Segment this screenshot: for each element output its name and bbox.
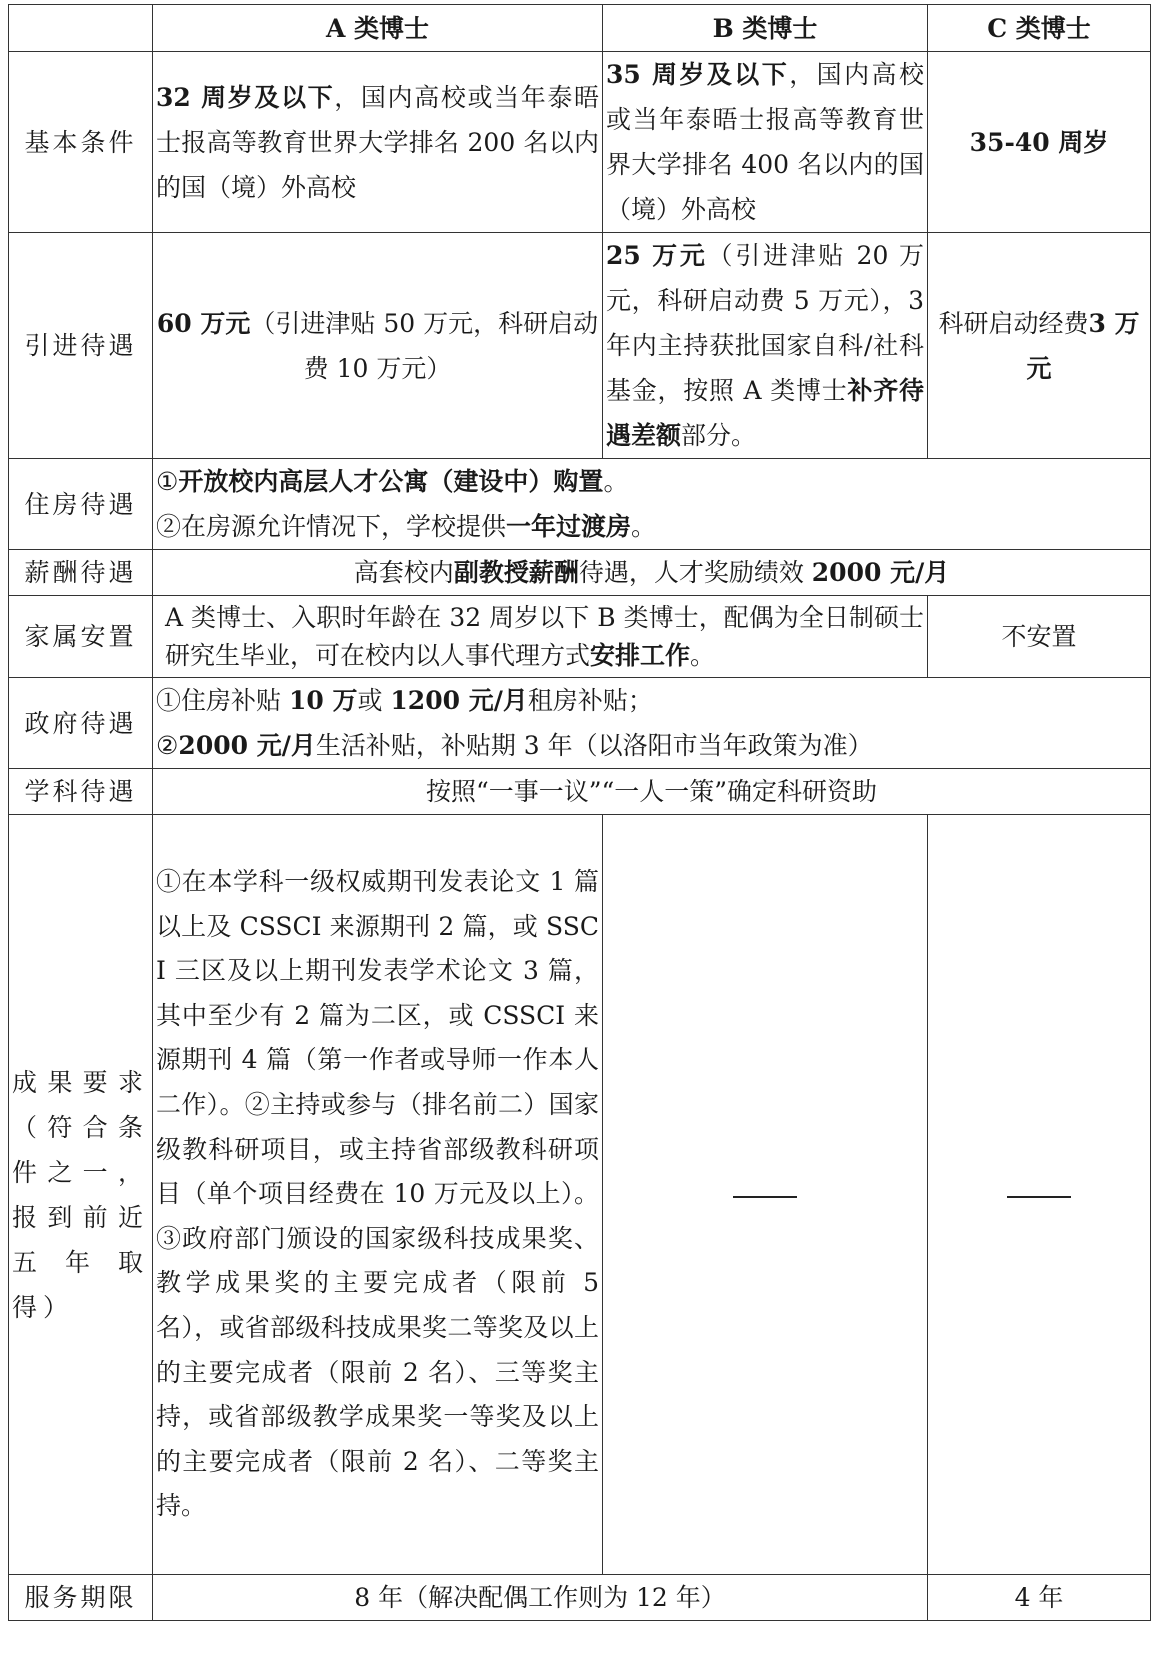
family-row <box>9 596 1151 678</box>
housing-row <box>9 459 1151 550</box>
achieve-b-dash <box>733 1196 797 1198</box>
intro-b-bold2: 补齐待遇差额 <box>606 376 924 450</box>
header-row <box>9 5 1151 52</box>
gov-l1-end: 租房补贴； <box>527 686 653 715</box>
salary-row <box>9 550 1151 596</box>
housing-l2-bold: 一年过渡房 <box>506 512 632 541</box>
salary-label: 薪酬待遇 <box>9 550 153 596</box>
basic-b <box>603 52 928 233</box>
salary-mid: 待遇，人才奖励绩效 <box>578 558 812 587</box>
housing-l1-pre: ① <box>156 467 179 496</box>
housing-l2-end: 。 <box>631 512 657 541</box>
achieve-b <box>603 815 928 1575</box>
discipline-row <box>9 769 1151 815</box>
doctor-policy-table <box>8 4 1151 1621</box>
intro-b-end: 部分。 <box>681 421 757 450</box>
basic-a-bold: 32 周岁及以下 <box>156 82 335 112</box>
basic-a-rest: ，国内高校或当年泰晤士报高等教育世界大学排名 200 名以内的国（境）外高校 <box>156 82 599 202</box>
salary-bold1: 副教授薪酬 <box>453 558 579 587</box>
salary-bold2: 2000 元/月 <box>811 558 950 587</box>
header-b: B 类博士 <box>603 5 928 52</box>
gov-content <box>153 678 1151 769</box>
gov-l1-bold1: 10 万 <box>288 686 358 715</box>
intro-a-rest: （引进津贴 50 万元，科研启动费 10 万元） <box>250 308 599 383</box>
intro-row <box>9 233 1151 459</box>
service-ab: 8 年（解决配偶工作则为 12 年） <box>153 1575 928 1621</box>
basic-a <box>153 52 603 233</box>
achieve-a: ①在本学科一级权威期刊发表论文 1 篇以上及 CSSCI 来源期刊 2 篇，或 SSCI 三区及以上期刊发表学术论文 3 篇，其中至少有 2 篇为二区，或 CSSCI 来源期刊 4 篇（第一作者或导师一作本人二作）。②主持或参与（排名前二）国家级教科研项目，或主持省部级教科研项目（单个项目经费在 10 万元及以上）。③政府部门颁设的国家级科技成果奖、教学成果奖的主要完成者（限前 5 名），或省部级科技成果奖二等奖及以上的主要完成者（限前 2 名）、三等奖主持，或省部级教学成果奖一等奖及以上的主要完成者（限前 2 名）、二等奖主持。 <box>153 815 603 1575</box>
gov-l2-bold: 2000 元/月 <box>178 731 316 760</box>
service-label: 服务期限 <box>9 1575 153 1621</box>
housing-l1-end: 。 <box>603 467 629 496</box>
intro-c-bold: 3 万元 <box>1026 308 1140 383</box>
basic-c-bold: 35-40 周岁 <box>969 127 1109 157</box>
gov-l1-pre: ①住房补贴 <box>156 686 289 715</box>
basic-c <box>928 52 1151 233</box>
achieve-label: 成果要求（符合条件之一，报到前近五年取得） <box>9 815 153 1575</box>
gov-row <box>9 678 1151 769</box>
gov-l2-pre: ② <box>156 731 179 760</box>
header-c: C 类博士 <box>928 5 1151 52</box>
family-c: 不安置 <box>928 596 1151 678</box>
gov-line-1 <box>156 678 1147 723</box>
gov-l1-bold2: 1200 元/月 <box>390 686 528 715</box>
intro-label: 引进待遇 <box>9 233 153 459</box>
achieve-c-dash <box>1007 1196 1071 1198</box>
gov-line-2 <box>156 723 1147 768</box>
family-label: 家属安置 <box>9 596 153 678</box>
basic-row <box>9 52 1151 233</box>
family-ab-bold: 安排工作 <box>590 640 691 670</box>
intro-c <box>928 233 1151 459</box>
intro-a-bold: 60 万元 <box>156 308 251 338</box>
basic-b-rest: ，国内高校或当年泰晤士报高等教育世界大学排名 400 名以内的国（境）外高校 <box>606 60 924 224</box>
header-blank <box>9 5 153 52</box>
housing-line-2 <box>156 504 1147 549</box>
intro-a <box>153 233 603 459</box>
housing-content <box>153 459 1151 550</box>
family-ab-end: 。 <box>690 640 716 670</box>
service-row <box>9 1575 1151 1621</box>
achieve-row <box>9 815 1151 1575</box>
housing-line-1 <box>156 459 1147 504</box>
gov-l1-mid: 或 <box>357 686 391 715</box>
family-ab-pre: A 类博士、入职时年龄在 32 周岁以下 B 类博士，配偶为全日制硕士研究生毕业，可在校内以人事代理方式 <box>165 602 924 670</box>
housing-l1-bold: 开放校内高层人才公寓（建设中）购置 <box>178 467 604 496</box>
achieve-c <box>928 815 1151 1575</box>
discipline-label: 学科待遇 <box>9 769 153 815</box>
discipline-content: 按照“一事一议”“一人一策”确定科研资助 <box>153 769 1151 815</box>
family-ab <box>153 596 928 678</box>
housing-l2-pre: ②在房源允许情况下，学校提供 <box>156 512 507 541</box>
basic-label: 基本条件 <box>9 52 153 233</box>
intro-b <box>603 233 928 459</box>
intro-b-mid: （引进津贴 20 万元，科研启动费 5 万元），3 年内主持获批国家自科/社科基金，按照 A 类博士 <box>606 241 924 405</box>
header-a: A 类博士 <box>153 5 603 52</box>
salary-pre: 高套校内 <box>353 558 454 587</box>
housing-label: 住房待遇 <box>9 459 153 550</box>
basic-b-bold: 35 周岁及以下 <box>606 60 790 89</box>
service-c: 4 年 <box>928 1575 1151 1621</box>
salary-content <box>153 550 1151 596</box>
gov-l2-end: 生活补贴，补贴期 3 年（以洛阳市当年政策为准） <box>315 731 873 760</box>
intro-b-bold1: 25 万元 <box>606 241 708 270</box>
gov-label: 政府待遇 <box>9 678 153 769</box>
intro-c-text: 科研启动经费 <box>938 308 1089 338</box>
